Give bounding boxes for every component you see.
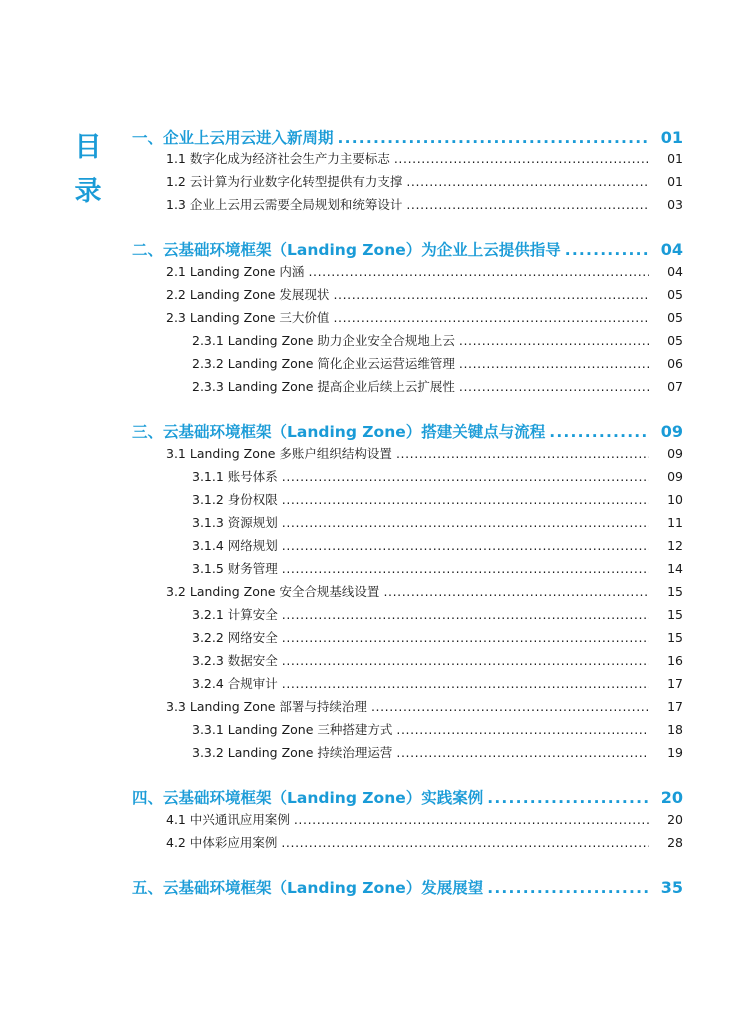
toc-entry-label: 4.2 中体彩应用案例 [166,835,278,850]
toc-section-entry[interactable] [166,308,683,328]
toc-page-number: 06 [667,356,683,371]
toc-section-entry[interactable] [166,810,683,830]
dot-leader [396,743,649,763]
dot-leader [282,559,649,579]
toc-page-number: 15 [667,630,683,645]
toc-entry-label: 2.3 Landing Zone 三大价值 [166,310,330,325]
toc-chapter-entry[interactable] [132,238,683,262]
dot-leader [383,582,649,602]
toc-entry-label: 五、云基础环境框架（Landing Zone）发展展望 [132,879,484,897]
toc-page-number: 05 [667,287,683,302]
toc-page-number: 18 [667,722,683,737]
toc-chapter-entry[interactable] [132,126,683,150]
dot-leader [487,786,649,810]
toc-entry-label: 3.2.2 网络安全 [192,630,278,645]
dot-leader [294,810,649,830]
toc-entry-label: 3.1.5 财务管理 [192,561,278,576]
toc-entry-label: 2.1 Landing Zone 内涵 [166,264,305,279]
toc-page-number: 09 [667,469,683,484]
toc-entry-label: 三、云基础环境框架（Landing Zone）搭建关键点与流程 [132,423,546,441]
toc-page-number: 17 [667,676,683,691]
toc-page-number: 05 [667,333,683,348]
toc-entry-label: 2.3.2 Landing Zone 简化企业云运营运维管理 [192,356,455,371]
toc-chapter-entry[interactable] [132,786,683,810]
dot-leader [394,149,649,169]
dot-leader [282,674,649,694]
toc-page-number: 15 [667,607,683,622]
toc-page-number: 19 [667,745,683,760]
toc-section-entry[interactable] [166,195,683,215]
dot-leader [282,490,649,510]
toc-page-number: 01 [660,128,683,147]
dot-leader [406,195,649,215]
dot-leader [333,308,649,328]
toc-entry-label: 2.3.3 Landing Zone 提高企业后续上云扩展性 [192,379,455,394]
toc-subsection-entry[interactable] [192,720,683,740]
toc-entry-label: 3.2.1 计算安全 [192,607,278,622]
toc-subsection-entry[interactable] [192,651,683,671]
toc-entry-label: 2.2 Landing Zone 发展现状 [166,287,330,302]
toc-page-number: 03 [667,197,683,212]
dot-leader [282,536,649,556]
dot-leader [549,420,649,444]
toc-entry-label: 3.2.3 数据安全 [192,653,278,668]
toc-page-number: 35 [660,878,683,897]
toc-page-number: 17 [667,699,683,714]
toc-page-number: 14 [667,561,683,576]
dot-leader [459,354,649,374]
toc-page-number: 07 [667,379,683,394]
toc-entry-label: 3.2 Landing Zone 安全合规基线设置 [166,584,380,599]
dot-leader [371,697,649,717]
dot-leader [308,262,649,282]
toc-entry-label: 3.3.2 Landing Zone 持续治理运营 [192,745,393,760]
toc-entry-label: 二、云基础环境框架（Landing Zone）为企业上云提供指导 [132,241,561,259]
toc-entry-label: 一、企业上云用云进入新周期 [132,129,334,147]
toc-chapter-entry[interactable] [132,420,683,444]
dot-leader [396,720,649,740]
toc-subsection-entry[interactable] [192,354,683,374]
toc-entry-label: 3.3 Landing Zone 部署与持续治理 [166,699,367,714]
toc-page-number: 20 [660,788,683,807]
toc-page-number: 11 [667,515,683,530]
toc-subsection-entry[interactable] [192,536,683,556]
toc-subsection-entry[interactable] [192,605,683,625]
toc-subsection-entry[interactable] [192,674,683,694]
toc-subsection-entry[interactable] [192,513,683,533]
toc-page-number: 10 [667,492,683,507]
page-title-char-2: 录 [74,176,102,207]
dot-leader [565,238,649,262]
toc-subsection-entry[interactable] [192,377,683,397]
page-title-char-1: 目 [74,132,102,163]
toc-page-number: 01 [667,151,683,166]
toc-page-number: 15 [667,584,683,599]
toc-subsection-entry[interactable] [192,331,683,351]
toc-subsection-entry[interactable] [192,743,683,763]
toc-section-entry[interactable] [166,172,683,192]
toc-entry-label: 3.1.1 账号体系 [192,469,278,484]
toc-page-number: 09 [660,422,683,441]
toc-entry-label: 3.1.4 网络规划 [192,538,278,553]
toc-page-number: 04 [667,264,683,279]
toc-subsection-entry[interactable] [192,490,683,510]
toc-page-number: 05 [667,310,683,325]
toc-section-entry[interactable] [166,582,683,602]
toc-page-number: 04 [660,240,683,259]
toc-section-entry[interactable] [166,285,683,305]
toc-entry-label: 3.3.1 Landing Zone 三种搭建方式 [192,722,393,737]
toc-page-number: 16 [667,653,683,668]
toc-entry-label: 1.3 企业上云用云需要全局规划和统筹设计 [166,197,403,212]
dot-leader [282,513,649,533]
dot-leader [459,377,649,397]
dot-leader [333,285,649,305]
toc-page-number: 12 [667,538,683,553]
toc-entry-label: 1.2 云计算为行业数字化转型提供有力支撑 [166,174,403,189]
toc-section-entry[interactable] [166,149,683,169]
dot-leader [487,876,649,900]
toc-entry-label: 3.1 Landing Zone 多账户组织结构设置 [166,446,392,461]
dot-leader [396,444,649,464]
toc-entry-label: 3.1.2 身份权限 [192,492,278,507]
toc-section-entry[interactable] [166,833,683,853]
dot-leader [282,651,649,671]
dot-leader [459,331,649,351]
toc-page-number: 20 [667,812,683,827]
toc-entry-label: 4.1 中兴通讯应用案例 [166,812,290,827]
toc-subsection-entry[interactable] [192,628,683,648]
dot-leader [281,833,649,853]
toc-section-entry[interactable] [166,444,683,464]
dot-leader [282,628,649,648]
toc-chapter-entry[interactable] [132,876,683,900]
toc-entry-label: 四、云基础环境框架（Landing Zone）实践案例 [132,789,484,807]
toc-entry-label: 1.1 数字化成为经济社会生产力主要标志 [166,151,390,166]
dot-leader [282,605,649,625]
toc-page-number: 01 [667,174,683,189]
toc-subsection-entry[interactable] [192,467,683,487]
dot-leader [282,467,649,487]
dot-leader [338,126,649,150]
toc-entry-label: 2.3.1 Landing Zone 助力企业安全合规地上云 [192,333,455,348]
dot-leader [406,172,649,192]
toc-entry-label: 3.1.3 资源规划 [192,515,278,530]
toc-section-entry[interactable] [166,262,683,282]
toc-page-number: 09 [667,446,683,461]
toc-entry-label: 3.2.4 合规审计 [192,676,278,691]
toc-page-number: 28 [667,835,683,850]
toc-subsection-entry[interactable] [192,559,683,579]
toc-section-entry[interactable] [166,697,683,717]
